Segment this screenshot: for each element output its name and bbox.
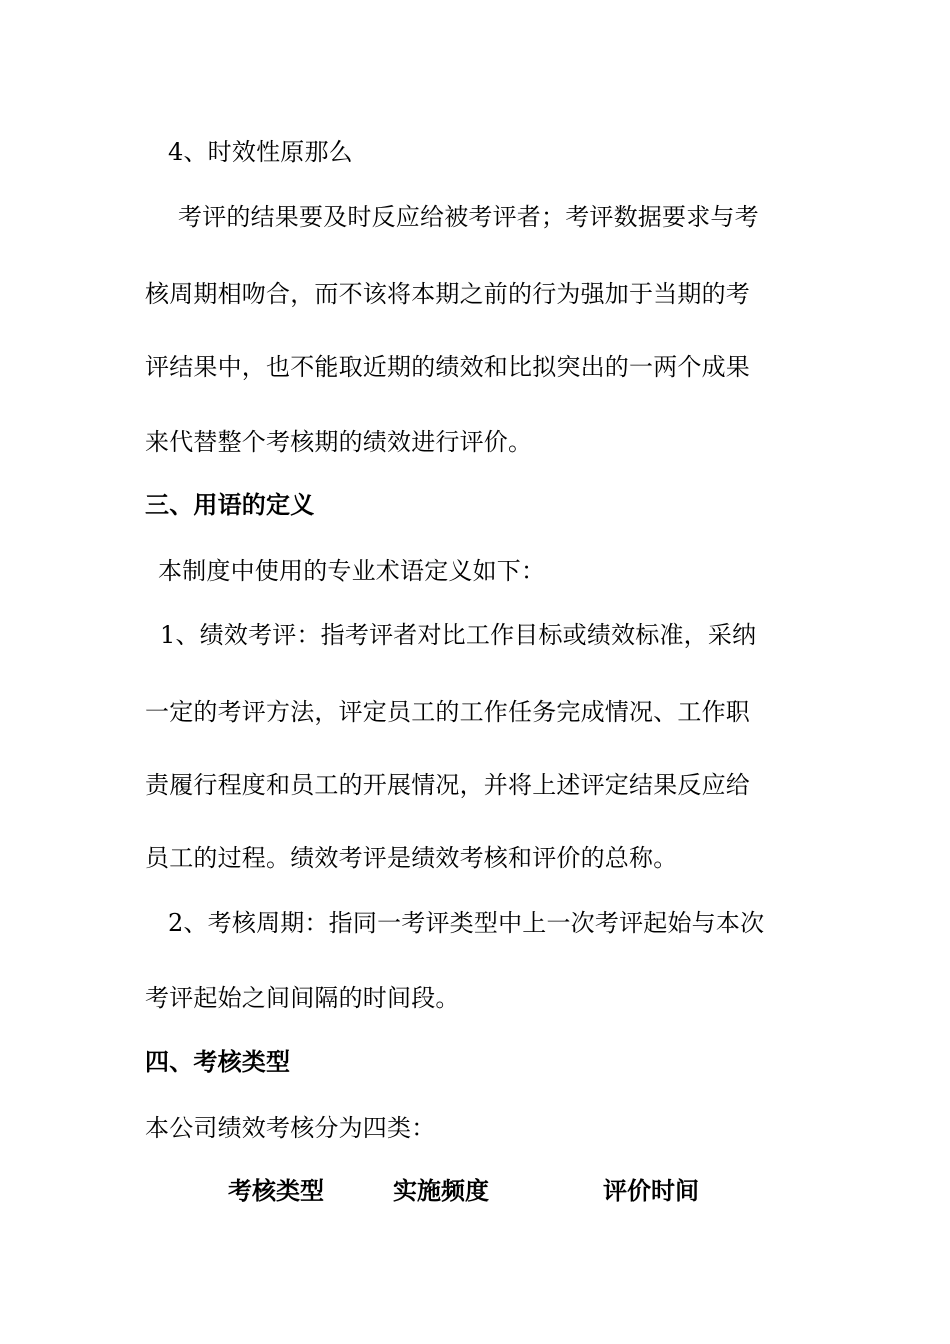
assessment-types-intro: 本公司绩效考核分为四类： xyxy=(145,1114,436,1142)
definition-line: 考评起始之间间隔的时间段。 xyxy=(145,984,460,1012)
item-title-timeliness: 4、时效性原那么 xyxy=(168,138,353,166)
definition-line: 员工的过程。绩效考评是绩效考核和评价的总称。 xyxy=(145,844,678,872)
section-heading-definitions: 三、用语的定义 xyxy=(145,491,315,519)
definitions-intro: 本制度中使用的专业术语定义如下： xyxy=(158,557,546,585)
paragraph-line: 考评的结果要及时反应给被考评者；考评数据要求与考 xyxy=(178,203,759,231)
paragraph-line: 来代替整个考核期的绩效进行评价。 xyxy=(145,428,533,456)
section-heading-assessment-types: 四、考核类型 xyxy=(145,1048,291,1076)
table-header-frequency: 实施频度 xyxy=(393,1177,489,1205)
definition-line: 2、考核周期：指同一考评类型中上一次考评起始与本次 xyxy=(168,909,765,937)
paragraph-line: 评结果中，也不能取近期的绩效和比拟突出的一两个成果 xyxy=(145,353,750,381)
definition-line: 1、绩效考评：指考评者对比工作目标或绩效标准，采纳 xyxy=(160,621,757,649)
table-header-type: 考核类型 xyxy=(228,1177,324,1205)
definition-line: 一定的考评方法，评定员工的工作任务完成情况、工作职 xyxy=(145,698,750,726)
paragraph-line: 核周期相吻合，而不该将本期之前的行为强加于当期的考 xyxy=(145,280,750,308)
definition-line: 责履行程度和员工的开展情况，并将上述评定结果反应给 xyxy=(145,771,750,799)
table-header-evaluation-time: 评价时间 xyxy=(603,1177,699,1205)
